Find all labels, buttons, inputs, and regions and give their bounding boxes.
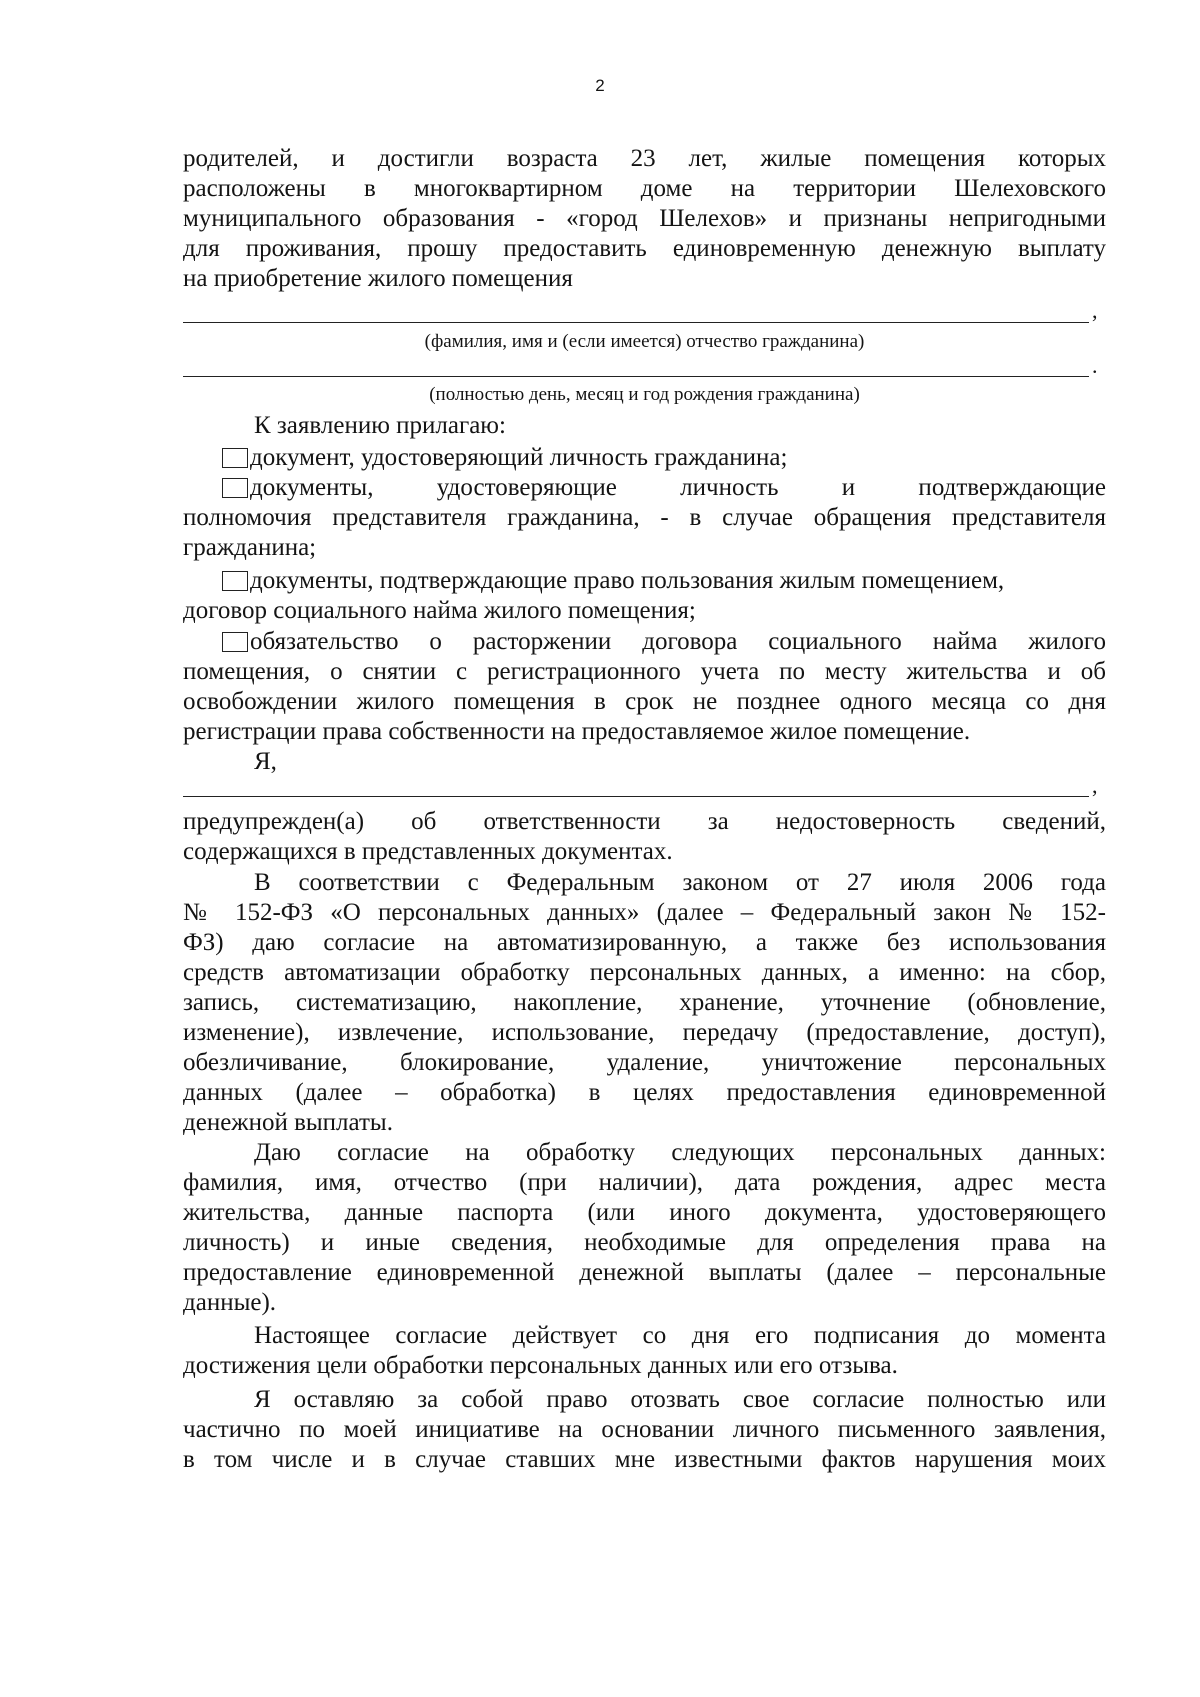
attachment-item	[222, 565, 1106, 597]
consent-line: в том числе и в случае ставших мне известными фактов нарушения моих	[183, 1446, 1106, 1473]
attachment-item	[222, 442, 1106, 474]
consent-line: достижения цели обработки персональных данных или его отзыва.	[183, 1352, 898, 1379]
consent-line: средств автоматизации обработку персональных данных, а именно: на сбор,	[183, 959, 1106, 986]
consent-line: личность) и иные сведения, необходимые для определения права на	[183, 1229, 1106, 1256]
intro-line: на приобретение жилого помещения	[183, 265, 573, 292]
attachment-item-line: помещения, о снятии с регистрационного учета по месту жительства и об	[183, 658, 1106, 685]
intro-line: для проживания, прошу предоставить единовременную денежную выплату	[183, 235, 1106, 262]
dob-field-line[interactable]	[183, 376, 1089, 377]
attachment-item-text: документы, подтверждающие право пользования жилым помещением,	[250, 567, 1005, 594]
name-field-line[interactable]	[183, 322, 1089, 323]
attachment-item-line: гражданина;	[183, 534, 317, 561]
attachment-item-line: договор социального найма жилого помещения;	[183, 597, 696, 624]
attachment-item-text: обязательство о расторжении договора социального найма жилого	[250, 628, 1106, 655]
attachment-item-line: полномочия представителя гражданина, - в случае обращения представителя	[183, 504, 1106, 531]
attachment-item-text: документы, удостоверяющие личность и подтверждающие	[250, 474, 1106, 501]
consent-line: № 152-ФЗ «О персональных данных» (далее – Федеральный закон № 152-	[183, 899, 1106, 926]
consent-line: данные).	[183, 1289, 277, 1316]
checkbox[interactable]	[222, 448, 248, 468]
intro-line: муниципального образования - «город Шелехов» и признаны непригодными	[183, 205, 1106, 232]
consent-line: Настоящее согласие действует со дня его подписания до момента	[254, 1322, 1106, 1349]
consent-line: Даю согласие на обработку следующих персональных данных:	[254, 1139, 1106, 1166]
page-number: 2	[595, 76, 605, 95]
consent-line: изменение), извлечение, использование, передачу (предоставление, доступ),	[183, 1019, 1106, 1046]
attachment-item	[222, 626, 1106, 658]
declarant-name-line[interactable]	[183, 796, 1089, 797]
consent-line: обезличивание, блокирование, удаление, уничтожение персональных	[183, 1049, 1106, 1076]
attachment-item-text: документ, удостоверяющий личность гражданина;	[250, 444, 788, 471]
checkbox[interactable]	[222, 632, 248, 652]
checkbox[interactable]	[222, 571, 248, 591]
intro-line: расположены в многоквартирном доме на территории Шелеховского	[183, 175, 1106, 202]
checkbox[interactable]	[222, 478, 248, 498]
consent-line: Я оставляю за собой право отозвать свое согласие полностью или	[254, 1386, 1106, 1413]
attachment-item-line: регистрации права собственности на предоставляемое жилое помещение.	[183, 718, 971, 745]
consent-line: данных (далее – обработка) в целях предоставления единовременной	[183, 1079, 1106, 1106]
consent-line: ФЗ) даю согласие на автоматизированную, а также без использования	[183, 929, 1106, 956]
intro-line: родителей, и достигли возраста 23 лет, жилые помещения которых	[183, 145, 1106, 172]
attachments-heading: К заявлению прилагаю:	[254, 412, 506, 439]
consent-line: В соответствии с Федеральным законом от 27 июля 2006 года	[254, 869, 1106, 896]
declaration-line: содержащихся в представленных документах.	[183, 838, 673, 865]
consent-line: жительства, данные паспорта (или иного документа, удостоверяющего	[183, 1199, 1106, 1226]
dob-field-trail: .	[1092, 353, 1098, 378]
consent-line: запись, систематизацию, накопление, хранение, уточнение (обновление,	[183, 989, 1106, 1016]
attachment-item	[222, 472, 1106, 504]
consent-line: денежной выплаты.	[183, 1109, 393, 1136]
declaration-line: предупрежден(а) об ответственности за недостоверность сведений,	[183, 808, 1106, 835]
attachment-item-line: освобождении жилого помещения в срок не позднее одного месяца со дня	[183, 688, 1106, 715]
name-field-trail: ,	[1092, 298, 1098, 323]
dob-field-caption: (полностью день, месяц и год рождения гражданина)	[429, 384, 860, 405]
consent-line: фамилия, имя, отчество (при наличии), дата рождения, адрес места	[183, 1169, 1106, 1196]
declarant-name-trail: ,	[1092, 773, 1098, 798]
consent-line: частично по моей инициативе на основании личного письменного заявления,	[183, 1416, 1106, 1443]
name-field-caption: (фамилия, имя и (если имеется) отчество гражданина)	[424, 331, 865, 352]
consent-line: предоставление единовременной денежной выплаты (далее – персональные	[183, 1259, 1106, 1286]
declaration-start: Я,	[254, 748, 277, 775]
